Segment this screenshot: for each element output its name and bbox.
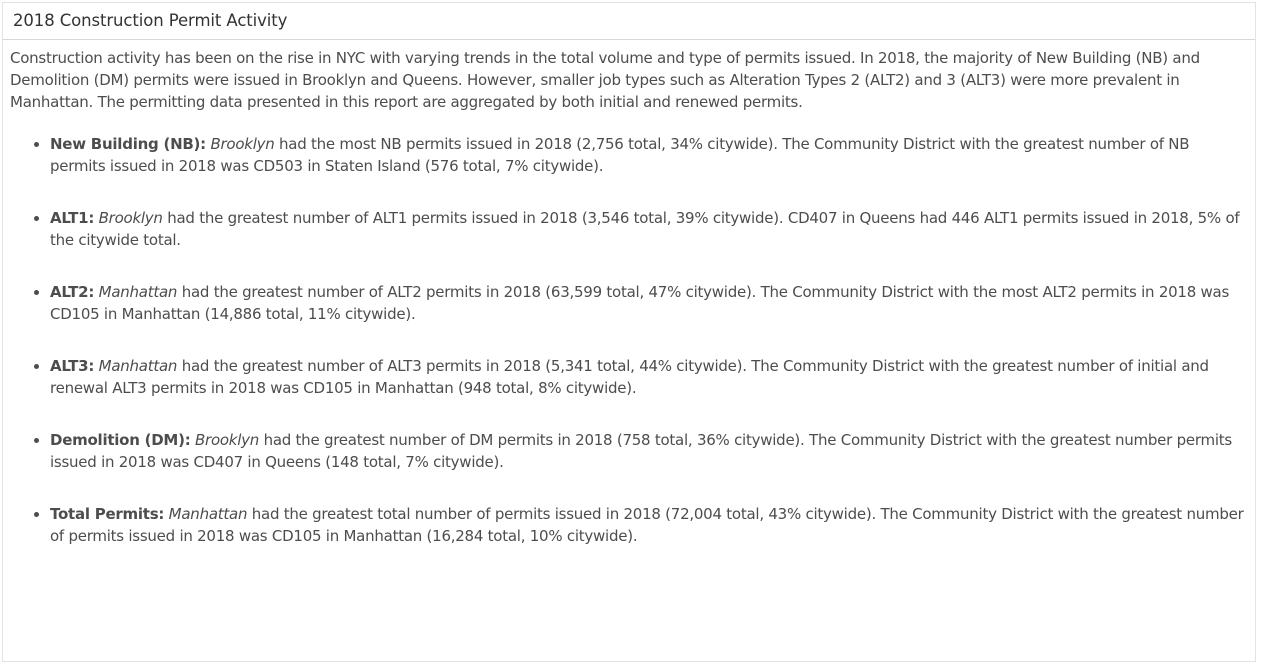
- list-item-dm: [50, 429, 1249, 473]
- item-label: ALT2:: [50, 283, 95, 301]
- list-item-alt2: [50, 281, 1249, 325]
- list-item-alt1: [50, 207, 1249, 251]
- item-text: had the greatest number of ALT2 permits in 2018 (63,599 total, 47% citywide). The Community District with the most ALT2 permits in 2018 was CD105 in Manhattan (14,886 total, 11% citywide).: [50, 283, 1230, 323]
- item-text: had the greatest total number of permits issued in 2018 (72,004 total, 43% citywide). The Community District with the greatest number of permits issued in 2018 was CD105 in Manhattan (16,284 total, 10% citywide).: [50, 505, 1244, 545]
- item-text: had the greatest number of ALT1 permits issued in 2018 (3,546 total, 39% citywide). CD407 in Queens had 446 ALT1 permits issued in 2018, 5% of the citywide total.: [50, 209, 1240, 249]
- item-borough: Brooklyn: [98, 209, 163, 227]
- item-borough: Manhattan: [98, 283, 178, 301]
- item-label: Total Permits:: [50, 505, 165, 523]
- permit-summary-list: [10, 133, 1249, 547]
- item-label: ALT3:: [50, 357, 95, 375]
- panel-title: 2018 Construction Permit Activity: [3, 3, 1255, 40]
- list-item-nb: [50, 133, 1249, 177]
- item-label: Demolition (DM):: [50, 431, 191, 449]
- item-borough: Manhattan: [168, 505, 248, 523]
- permit-activity-panel: [2, 2, 1256, 662]
- item-text: had the most NB permits issued in 2018 (2,756 total, 34% citywide). The Community District with the greatest number of NB permits issued in 2018 was CD503 in Staten Island (576 total, 7% citywide).: [50, 135, 1190, 175]
- item-label: New Building (NB):: [50, 135, 206, 153]
- list-item-alt3: [50, 355, 1249, 399]
- panel-body: [3, 40, 1255, 547]
- item-borough: Brooklyn: [194, 431, 260, 449]
- item-text: had the greatest number of ALT3 permits in 2018 (5,341 total, 44% citywide). The Community District with the greatest number of initial and renewal ALT3 permits in 2018 was CD105 in Manhattan (948 total, 8% citywide).: [50, 357, 1209, 397]
- item-borough: Brooklyn: [210, 135, 275, 153]
- list-item-total: [50, 503, 1249, 547]
- item-borough: Manhattan: [98, 357, 178, 375]
- item-text: had the greatest number of DM permits in 2018 (758 total, 36% citywide). The Community District with the greatest number permits issued in 2018 was CD407 in Queens (148 total, 7% citywide).: [50, 431, 1232, 471]
- intro-paragraph: Construction activity has been on the rise in NYC with varying trends in the total volume and type of permits issued. In 2018, the majority of New Building (NB) and Demolition (DM) permits were issued in Brooklyn and Queens. However, smaller job types such as Alteration Types 2 (ALT2) and 3 (ALT3) were more prevalent in Manhattan. The permitting data presented in this report are aggregated by both initial and renewed permits.: [10, 49, 1200, 111]
- item-label: ALT1:: [50, 209, 95, 227]
